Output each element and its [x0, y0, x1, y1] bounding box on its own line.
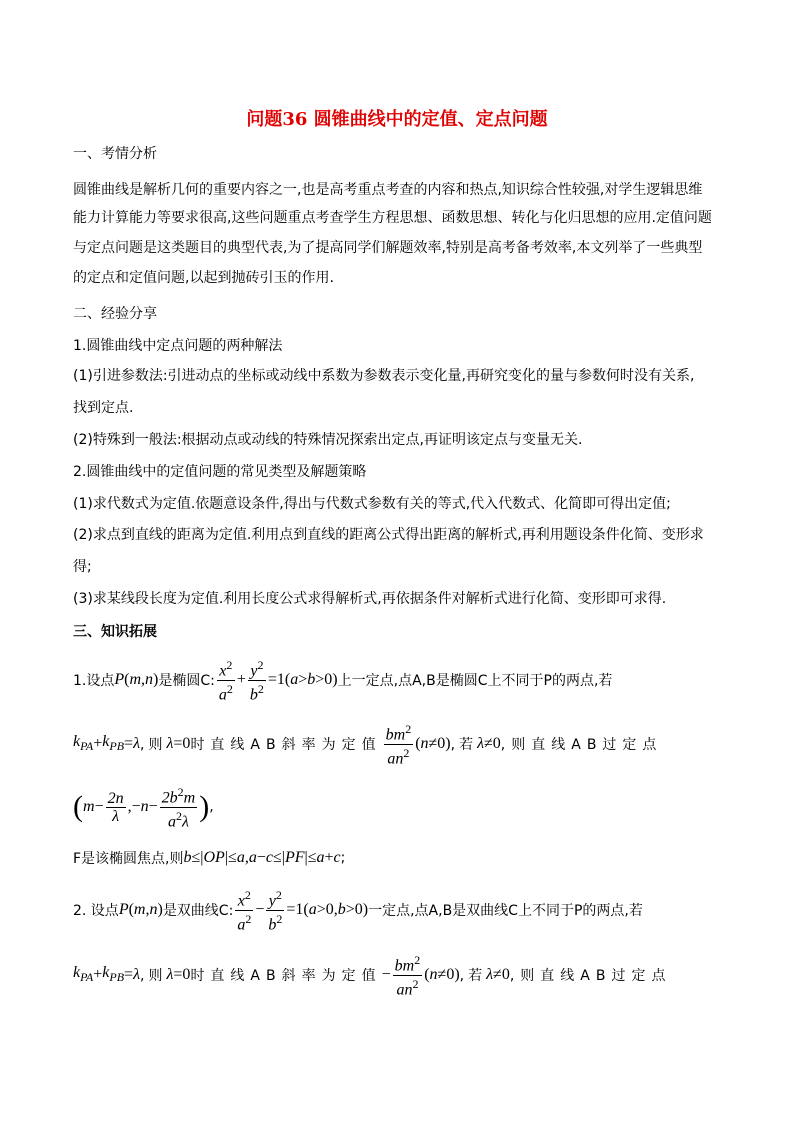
paragraph-line: 得;: [73, 559, 92, 575]
section-heading-analysis: 一、考情分析: [73, 146, 157, 162]
item1-line1: 1.设点 P(m,n) 是椭圆C: $\frac{x^2}{a^2}$ + $\frac{y^2}{b^2}$ =1( a > b >0) 上一定点,点A,B是椭圆C上不同于P的两点,若: [73, 658, 613, 703]
math-fraction: $\frac{bm^2}{an^2}$: [394, 953, 421, 998]
item1-fixed-point: ( m − $\frac{2n}{\lambda}$ ,− n − $\frac{2b^2m}{a^2\lambda}$ ) ,: [73, 785, 214, 830]
paragraph-line: (1)求代数式为定值.依题意设条件,得出与代数式参数有关的等式,代入代数式、化简即可得出定值;: [73, 496, 671, 512]
paragraph-line: 与定点问题是这类题目的典型代表,为了提高同学们解题效率,特别是高考备考效率,本文列举了一些典型: [73, 240, 703, 256]
paragraph-line: 圆锥曲线是解析几何的重要内容之一,也是高考重点考查的内容和热点,知识综合性较强,对学生逻辑思维: [73, 182, 703, 198]
item1-focus-line: F是该椭圆焦点,则 b ≤| OP |≤ a,a − c ≤| PF |≤ a + c ;: [73, 849, 346, 867]
section-heading-experience: 二、经验分享: [73, 306, 157, 322]
paragraph-line: (2)特殊到一般法:根据动点或动线的特殊情况探索出定点,再证明该定点与变量无关.: [73, 432, 583, 448]
subheading-fixed-point: 1.圆锥曲线中定点问题的两种解法: [73, 338, 283, 354]
math-fraction: $\frac{bm^2}{an^2}$: [385, 722, 412, 767]
paragraph-line: (3)求某线段长度为定值.利用长度公式求得解析式,再依据条件对解析式进行化简、变形即可求得.: [73, 591, 667, 607]
page-title: 问题36 圆锥曲线中的定值、定点问题: [246, 109, 548, 130]
item1-line2: $k_{PA}$ + $k_{PB}$ = λ ,则 λ =0 时直线AB斜率为定值 $\frac{bm^2}{an^2}$ ( n ≠0) ,若 λ ≠0 ,则直线AB过定点: [73, 722, 663, 767]
paragraph-line: 能力计算能力等要求很高,这些问题重点考查学生方程思想、函数思想、转化与化归思想的应用.定值问题: [73, 210, 712, 226]
item2-line1: 2. 设点 P(m,n) 是双曲线C: $\frac{x^2}{a^2}$ − $\frac{y^2}{b^2}$ =1( a >0, b >0) 一定点,点A,B是双曲线C上不同于P的两点,若: [73, 888, 643, 933]
paragraph-line: (1)引进参数法:引进动点的坐标或动线中系数为参数表示变化量,再研究变化的量与参数何时没有关系,: [73, 368, 695, 384]
math-point-p: P(m,n): [114, 671, 159, 688]
math-fraction: $\frac{x^2}{a^2}$: [237, 888, 252, 933]
math-fraction: $\frac{y^2}{b^2}$: [249, 658, 264, 703]
subheading-fixed-value: 2.圆锥曲线中的定值问题的常见类型及解题策略: [73, 464, 367, 480]
item2-line2: $k_{PA}$ + $k_{PB}$ = λ ,则 λ =0 时直线AB斜率为定值 − $\frac{bm^2}{an^2}$ ( n ≠0) ,若 λ ≠0 ,则直线AB过定点: [73, 953, 672, 998]
paragraph-line: (2)求点到直线的距离为定值.利用点到直线的距离公式得出距离的解析式,再利用题设条件化简、变形求: [73, 527, 704, 543]
math-fraction: $\frac{2b^2m}{a^2\lambda}$: [161, 785, 196, 830]
math-fraction: $\frac{x^2}{a^2}$: [218, 658, 233, 703]
paragraph-line: 找到定点.: [73, 400, 134, 416]
section-heading-knowledge: 三、知识拓展: [73, 624, 157, 640]
math-fraction: $\frac{2n}{\lambda}$: [107, 789, 124, 825]
math-fraction: $\frac{y^2}{b^2}$: [268, 888, 283, 933]
paragraph-line: 的定点和定值问题,以起到抛砖引玉的作用.: [73, 270, 334, 286]
